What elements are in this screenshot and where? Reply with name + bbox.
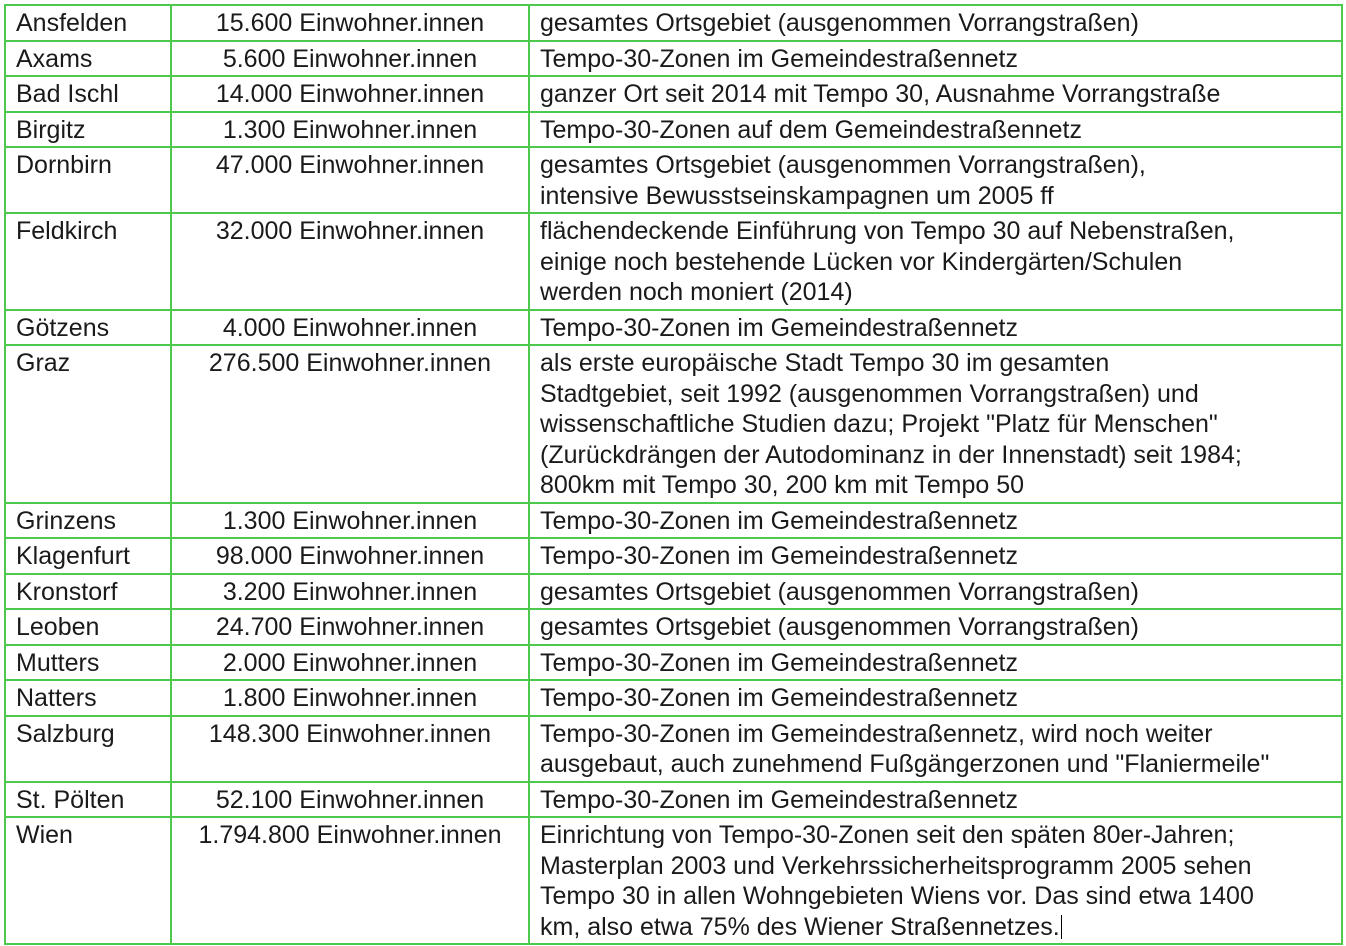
town-cell: Leoben bbox=[5, 609, 171, 645]
town-cell: Götzens bbox=[5, 310, 171, 346]
town-cell: Kronstorf bbox=[5, 574, 171, 610]
table-row bbox=[5, 76, 1342, 112]
description-line: ganzer Ort seit 2014 mit Tempo 30, Ausnahme Vorrangstraße bbox=[540, 80, 1221, 108]
description-cell bbox=[529, 538, 1342, 574]
description-cell bbox=[529, 213, 1342, 310]
population-cell: 1.300 Einwohner.innen bbox=[171, 112, 529, 148]
description-cell bbox=[529, 5, 1342, 41]
table-row bbox=[5, 609, 1342, 645]
description-cell bbox=[529, 76, 1342, 112]
population-cell: 32.000 Einwohner.innen bbox=[171, 213, 529, 310]
description-line: Tempo-30-Zonen auf dem Gemeindestraßennetz bbox=[540, 115, 1082, 144]
population-cell: 1.300 Einwohner.innen bbox=[171, 503, 529, 539]
population-cell: 47.000 Einwohner.innen bbox=[171, 147, 529, 213]
table-row bbox=[5, 574, 1342, 610]
description-line: gesamtes Ortsgebiet (ausgenommen Vorrangstraßen) bbox=[540, 9, 1139, 37]
description-line: einige noch bestehende Lücken vor Kindergärten/Schulen bbox=[540, 247, 1183, 276]
population-cell: 24.700 Einwohner.innen bbox=[171, 609, 529, 645]
description-cell bbox=[529, 574, 1342, 610]
table-row bbox=[5, 817, 1342, 944]
description-line: 800km mit Tempo 30, 200 km mit Tempo 50 bbox=[540, 471, 1025, 499]
description-line: Tempo 30 in allen Wohngebieten Wiens vor. Das sind etwa 1400 bbox=[540, 882, 1254, 910]
table-row bbox=[5, 680, 1342, 716]
town-cell: Klagenfurt bbox=[5, 538, 171, 574]
table-row bbox=[5, 213, 1342, 310]
table-body bbox=[5, 5, 1342, 944]
table-row bbox=[5, 503, 1342, 539]
description-line: als erste europäische Stadt Tempo 30 im gesamten bbox=[540, 349, 1110, 377]
table-row bbox=[5, 782, 1342, 818]
population-cell: 276.500 Einwohner.innen bbox=[171, 345, 529, 503]
table-row bbox=[5, 112, 1342, 148]
description-cell bbox=[529, 782, 1342, 818]
population-cell: 1.794.800 Einwohner.innen bbox=[171, 817, 529, 944]
description-line: Stadtgebiet, seit 1992 (ausgenommen Vorrangstraßen) und bbox=[540, 379, 1199, 408]
description-line: (Zurückdrängen der Autodominanz in der Innenstadt) seit 1984; bbox=[540, 440, 1242, 469]
table-row bbox=[5, 5, 1342, 41]
description-line: Tempo-30-Zonen im Gemeindestraßennetz, wird noch weiter bbox=[540, 719, 1213, 748]
description-line: Tempo-30-Zonen im Gemeindestraßennetz bbox=[540, 785, 1019, 814]
tempo-30-table bbox=[4, 4, 1343, 945]
town-cell: Dornbirn bbox=[5, 147, 171, 213]
description-line: gesamtes Ortsgebiet (ausgenommen Vorrangstraßen) bbox=[540, 613, 1139, 641]
population-cell: 1.800 Einwohner.innen bbox=[171, 680, 529, 716]
table-row bbox=[5, 716, 1342, 782]
description-line: Tempo-30-Zonen im Gemeindestraßennetz bbox=[540, 648, 1019, 677]
description-line: flächendeckende Einführung von Tempo 30 auf Nebenstraßen, bbox=[540, 217, 1235, 245]
town-cell: Grinzens bbox=[5, 503, 171, 539]
description-line: Tempo-30-Zonen im Gemeindestraßennetz bbox=[540, 542, 1019, 570]
description-line: intensive Bewusstseinskampagnen um 2005 ff bbox=[540, 181, 1054, 210]
description-cell bbox=[529, 817, 1342, 944]
description-line: wissenschaftliche Studien dazu; Projekt "Platz für Menschen" bbox=[540, 410, 1218, 438]
population-cell: 52.100 Einwohner.innen bbox=[171, 782, 529, 818]
town-cell: Wien bbox=[5, 817, 171, 944]
text-cursor bbox=[1061, 915, 1062, 939]
description-cell bbox=[529, 112, 1342, 148]
description-line: Masterplan 2003 und Verkehrssicherheitsprogramm 2005 sehen bbox=[540, 851, 1252, 880]
town-cell: St. Pölten bbox=[5, 782, 171, 818]
description-line: gesamtes Ortsgebiet (ausgenommen Vorrangstraßen), bbox=[540, 151, 1146, 179]
description-cell bbox=[529, 680, 1342, 716]
table-row bbox=[5, 538, 1342, 574]
town-cell: Mutters bbox=[5, 645, 171, 681]
table-row bbox=[5, 310, 1342, 346]
description-cell bbox=[529, 716, 1342, 782]
description-line: km, also etwa 75% des Wiener Straßennetzes. bbox=[540, 912, 1060, 941]
population-cell: 2.000 Einwohner.innen bbox=[171, 645, 529, 681]
description-line: Tempo-30-Zonen im Gemeindestraßennetz bbox=[540, 44, 1019, 73]
description-line: Tempo-30-Zonen im Gemeindestraßennetz bbox=[540, 506, 1019, 535]
population-cell: 148.300 Einwohner.innen bbox=[171, 716, 529, 782]
town-cell: Natters bbox=[5, 680, 171, 716]
description-line: gesamtes Ortsgebiet (ausgenommen Vorrangstraßen) bbox=[540, 577, 1139, 606]
population-cell: 4.000 Einwohner.innen bbox=[171, 310, 529, 346]
table-row bbox=[5, 345, 1342, 503]
town-cell: Salzburg bbox=[5, 716, 171, 782]
town-cell: Axams bbox=[5, 41, 171, 77]
population-cell: 15.600 Einwohner.innen bbox=[171, 5, 529, 41]
description-line: Tempo-30-Zonen im Gemeindestraßennetz bbox=[540, 684, 1019, 712]
description-cell bbox=[529, 147, 1342, 213]
table-row bbox=[5, 147, 1342, 213]
population-cell: 14.000 Einwohner.innen bbox=[171, 76, 529, 112]
town-cell: Birgitz bbox=[5, 112, 171, 148]
town-cell: Graz bbox=[5, 345, 171, 503]
description-cell bbox=[529, 645, 1342, 681]
table-row bbox=[5, 645, 1342, 681]
description-cell bbox=[529, 310, 1342, 346]
description-line: ausgebaut, auch zunehmend Fußgängerzonen und "Flaniermeile" bbox=[540, 750, 1270, 778]
table-row bbox=[5, 41, 1342, 77]
town-cell: Ansfelden bbox=[5, 5, 171, 41]
description-line: Tempo-30-Zonen im Gemeindestraßennetz bbox=[540, 313, 1019, 342]
description-line: Einrichtung von Tempo-30-Zonen seit den späten 80er-Jahren; bbox=[540, 821, 1235, 849]
town-cell: Bad Ischl bbox=[5, 76, 171, 112]
population-cell: 3.200 Einwohner.innen bbox=[171, 574, 529, 610]
description-cell bbox=[529, 609, 1342, 645]
description-cell bbox=[529, 41, 1342, 77]
description-cell bbox=[529, 345, 1342, 503]
town-cell: Feldkirch bbox=[5, 213, 171, 310]
description-cell bbox=[529, 503, 1342, 539]
population-cell: 98.000 Einwohner.innen bbox=[171, 538, 529, 574]
population-cell: 5.600 Einwohner.innen bbox=[171, 41, 529, 77]
description-line: werden noch moniert (2014) bbox=[540, 278, 853, 306]
